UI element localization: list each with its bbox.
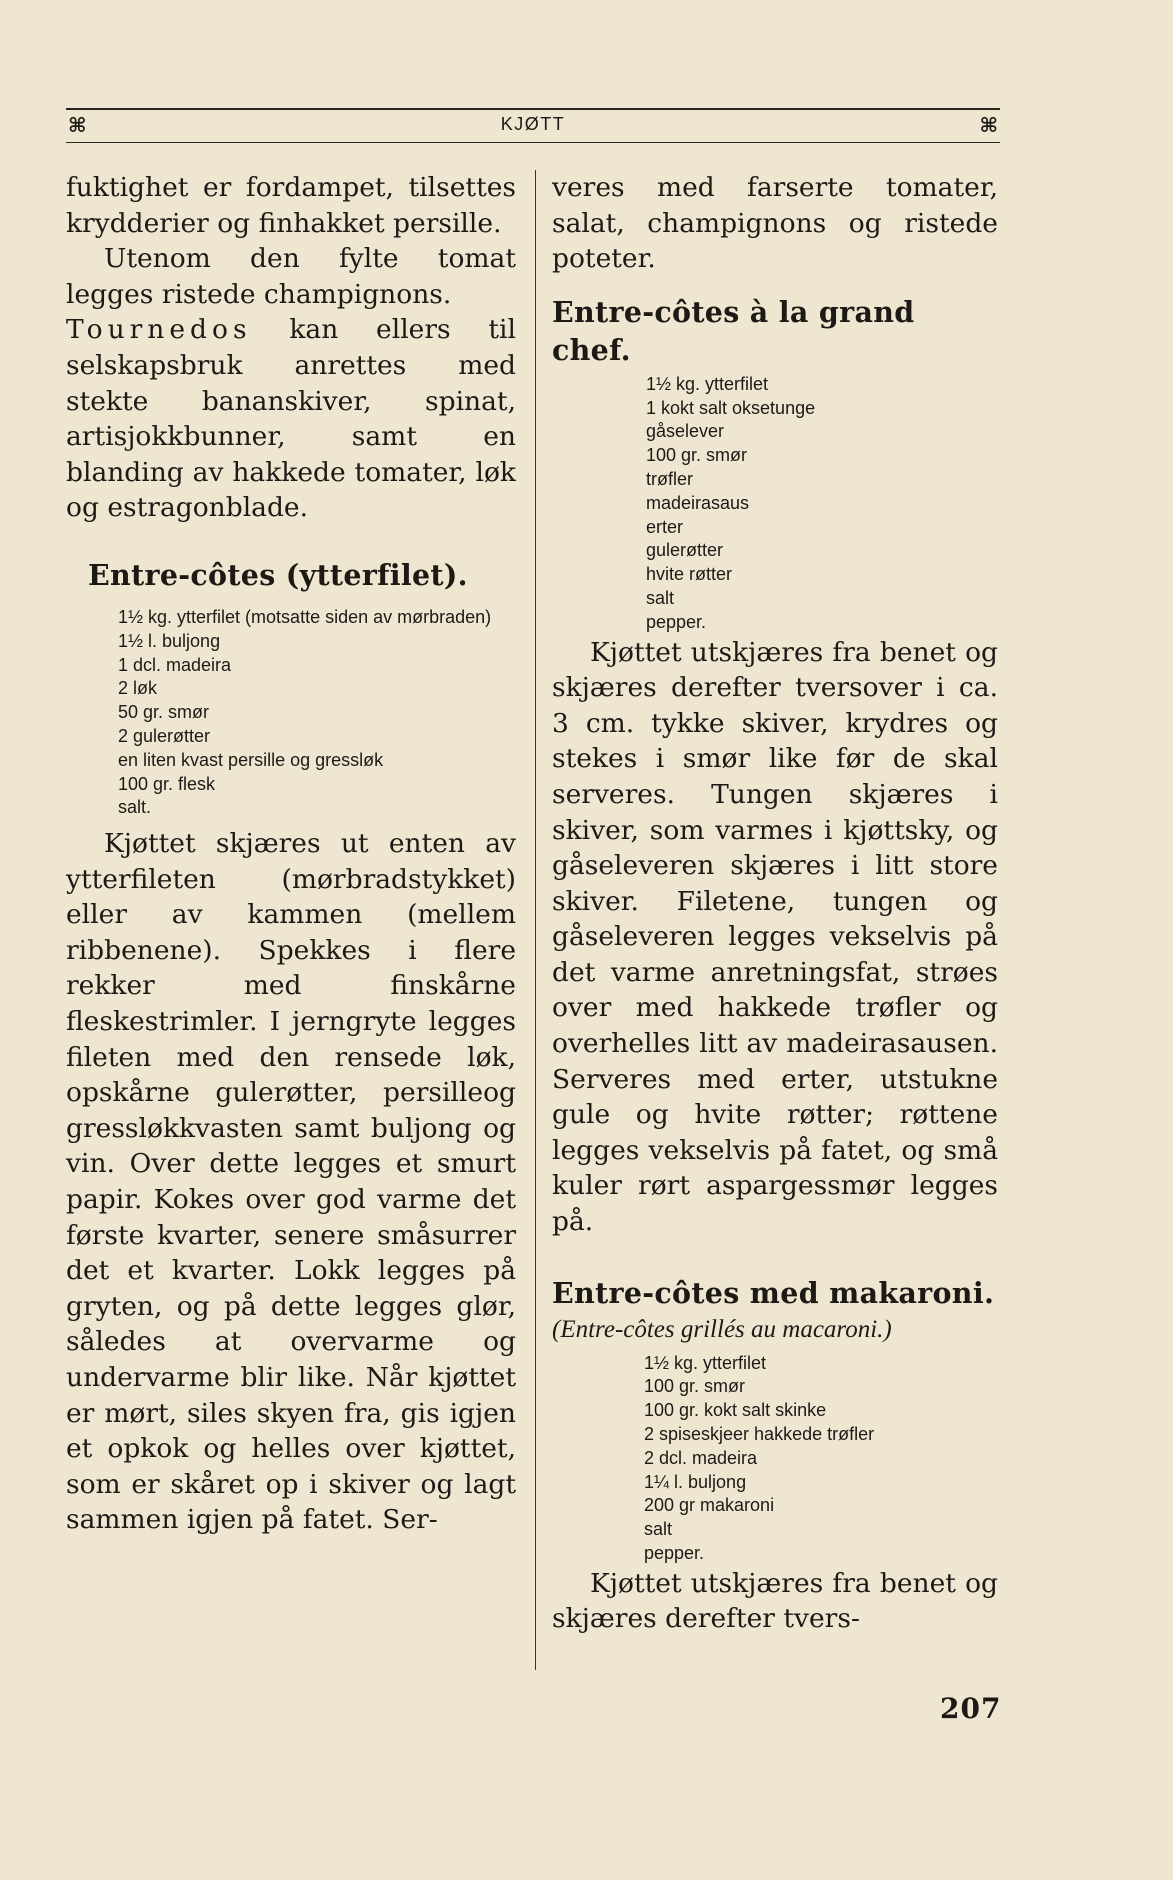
ingredient-item: 1 dcl. madeira (118, 654, 232, 675)
ingredient-item: 1½ kg. ytterfilet (motsatte siden av mørbraden) (118, 606, 492, 627)
recipe-title-makaroni: Entre-côtes med makaroni. (552, 1275, 995, 1310)
recipe-title-entre-cotes: Entre-côtes (ytterfilet). (88, 557, 468, 592)
ingredient-item: 50 gr. smør (118, 702, 210, 723)
right-column (552, 170, 998, 1637)
tournedos-paragraph (66, 312, 516, 526)
ingredient-item: trøfler (646, 468, 693, 489)
ingredient-item: 1 kokt salt oksetunge (646, 397, 816, 418)
intro-paragraph-2 (66, 241, 516, 312)
ingredient-item: 100 gr. flesk (118, 773, 216, 794)
ingredient-item: pepper. (644, 1543, 705, 1564)
ingredient-item: 100 gr. kokt salt skinke (644, 1400, 827, 1421)
ingredient-list-1 (66, 606, 516, 820)
continuation-paragraph: veres med farserte tomater, salat, champignons og ristede poteter. (552, 172, 998, 275)
ingredient-item: gulerøtter (646, 540, 724, 561)
ingredient-item: en liten kvast persille og gressløk (118, 749, 384, 770)
chapter-title: KJØTT (500, 114, 566, 134)
page-number: 207 (940, 1692, 1002, 1725)
ingredient-item: 100 gr. smør (646, 445, 748, 466)
recipe-instructions-3-text: Kjøttet utskjæres fra benet og skjæres derefter tvers- (552, 1567, 998, 1635)
ingredient-item: 1½ kg. ytterfilet (646, 373, 769, 394)
recipe-instructions-1-text: Kjøttet skjæres ut enten av ytterfileten (mørbradstykket) eller av kammen (mellem ribbenene). Spekkes i flere rekker med finskårne fleskestrimler. I jerngryte legges fileten med den rensede løk, opskårne gulerøtter, persilleog gressløkkvasten samt buljong og vin. Over dette legges et smurt papir. Kokes over god varme det første kvarter, senere småsurrer det et kvarter. Lokk legges på gryten, og på dette legges glør, således at overvarme og undervarme blir like. Når kjøttet er mørt, siles skyen fra, gis igjen et opkok og helles over kjøttet, som er skåret op i skiver og lagt sammen igjen på fatet. Ser- (66, 828, 516, 1536)
ingredient-item: 2 gulerøtter (118, 725, 211, 746)
ingredient-item: 2 dcl. madeira (644, 1447, 758, 1468)
ingredient-item: 2 spiseskjeer hakkede trøfler (644, 1424, 875, 1445)
header-rule-bottom (66, 142, 1000, 143)
ingredient-list-2 (552, 373, 998, 635)
ingredient-item: 1½ l. buljong (118, 630, 221, 651)
column-divider (535, 170, 536, 1670)
recipe-instructions-2-text: Kjøttet utskjæres fra benet og skjæres derefter tversover i ca. 3 cm. tykke skiver, krydres og stekes i smør like før de skal serveres. Tungen skjæres i skiver, som varmes i kjøttsky, og gåseleveren skjæres i litt store skiver. Filetene, tungen og gåseleveren legges vekselvis på det varme anretningsfat, strøes over med hakkede trøfler og overhelles litt av madeirasausen. Serveres med erter, utstukne gule og hvite røtter; røttene legges vekselvis på fatet, og små kuler rørt aspargessmør legges på. (552, 636, 998, 1238)
ingredient-item: salt (646, 587, 675, 608)
tournedos-word: Tournedos (66, 314, 252, 346)
ingredient-item: 100 gr. smør (644, 1376, 746, 1397)
left-column (66, 170, 516, 1538)
ingredient-item: salt (644, 1519, 673, 1540)
recipe-instructions-1 (66, 826, 516, 1538)
ornament-right-icon: ⌘ (979, 113, 998, 137)
ingredient-item: 1¼ l. buljong (644, 1471, 747, 1492)
ingredient-item: gåselever (646, 421, 725, 442)
tournedos-text: kan ellers til selskapsbruk anrettes med stekte bananskiver, spinat, artisjokkbunner, samt en blanding av hakkede tomater, løk og estragonblade. (66, 314, 516, 524)
ingredient-item: 2 løk (118, 678, 158, 699)
recipe-title-grand-chef: Entre-côtes à la grand chef. (552, 294, 915, 367)
recipe-instructions-3 (552, 1566, 998, 1637)
intro-paragraph-1: fuktighet er fordampet, tilsettes krydderier og finhakket persille. (66, 172, 516, 239)
ingredient-item: pepper. (646, 611, 707, 632)
ingredient-item: 200 gr makaroni (644, 1495, 775, 1516)
ingredient-item: erter (646, 516, 684, 537)
ingredient-item: 1½ kg. ytterfilet (644, 1352, 767, 1373)
recipe-subtitle-makaroni: (Entre-côtes grillés au macaroni.) (552, 1315, 892, 1343)
running-header (66, 108, 1000, 138)
ingredient-item: salt. (118, 797, 152, 818)
ingredient-item: madeirasaus (646, 492, 750, 513)
ingredient-item: hvite røtter (646, 564, 733, 585)
header-rule-top (66, 108, 1000, 110)
recipe-instructions-2 (552, 635, 998, 1240)
ornament-left-icon: ⌘ (68, 113, 87, 137)
intro-paragraph-2-text: Utenom den fylte tomat legges ristede champignons. (66, 243, 516, 310)
ingredient-list-3 (552, 1352, 998, 1566)
